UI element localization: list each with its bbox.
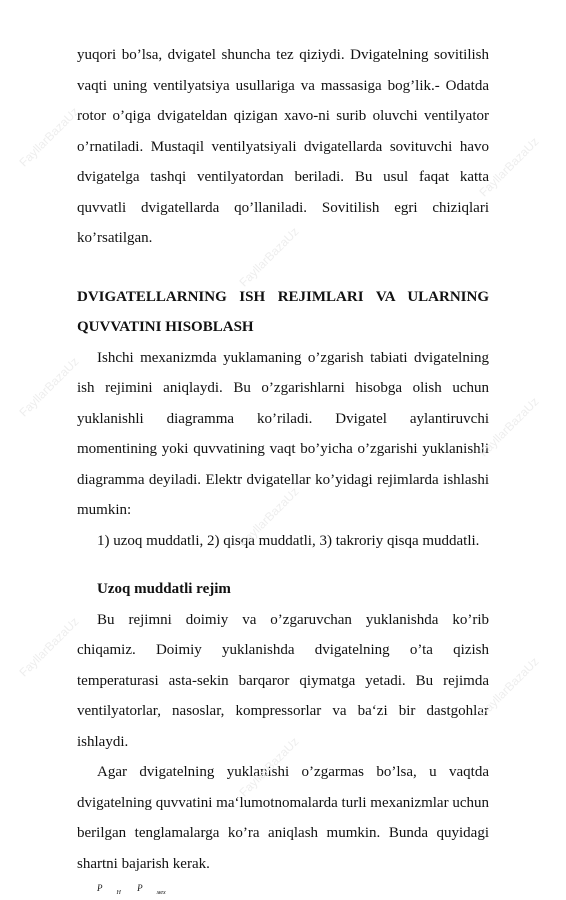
formula-rated-power: P $_H$ [97, 883, 121, 896]
paragraph-work-modes: Ishchi mexanizmda yuklamaning o’zgarish tabiati dvigatelning ish rejimini aniqlaydi. Bu o’zgarishlarni hisobga olish uchun yuklanishli diagramma ko’riladi. Dvigatel aylantiruvchi momentining yoki quvvatining vaqt bo’yicha o’zgarishi yuklanishli diagramma deyiladi. Elektr dvigatellar ko’yidagi rejimlarda ishlashi mumkin: [77, 349, 489, 518]
spacer [77, 556, 489, 574]
watermark-text: FayllarBazaUz [476, 654, 542, 720]
watermark-text: FayllarBazaUz [236, 484, 302, 550]
watermark-text: FayllarBazaUz [476, 134, 542, 200]
formula-condition [77, 881, 489, 900]
spacer [77, 254, 489, 282]
section-heading-line1: DVIGATELLARNING ISH REJIMLARI VA ULARNING [77, 288, 489, 305]
watermark-text: FayllarBazaUz [16, 104, 82, 170]
watermark-text: FayllarBazaUz [16, 354, 82, 420]
paragraph-power-calc: Agar dvigatelning yuklanishi o’zgarmas bo’lsa, u vaqtda dvigatelning quvvatini ma‘lumotnomalarda turli mexanizmlar uchun berilgan tenglamalarga ko’ra aniqlash mumkin. Bunda quyidagi shartni bajarish kerak. [77, 764, 489, 872]
formula-mech-power: P $_{мех}$ [137, 883, 166, 896]
paragraph-cooling: yuqori bo’lsa, dvigatel shuncha tez qiziydi. Dvigatelning sovitilish vaqti uning ventilyatsiya usullariga va massasiga bog’lik.- Odatda rotor o’qiga dvigateldan qizigan xavo-ni surib oluvchi ventilyator o’rnatiladi. Mustaqil ventilyatsiyali dvigatellarda sovituvchi havo dvigatelga tashqi ventilyatordan beriladi. Bu usul faqat katta quvvatli dvigatellarda qo’llaniladi. Sovitilish egri chiziqlari ko’rsatilgan. [77, 47, 489, 246]
watermark-text: FayllarBazaUz [236, 224, 302, 290]
watermark-text: FayllarBazaUz [236, 734, 302, 800]
paragraph-long-term: Bu rejimni doimiy va o’zgaruvchan yuklanishda ko’rib chiqamiz. Doimiy yuklanishda dvigatelning o’ta qizish temperaturasi asta-sekin barqaror qiymatga yetadi. Bu rejimda ventilyatorlar, nasoslar, kompressorlar va ba‘zi bir dastgohlar ishlaydi. [77, 611, 489, 750]
subsection-heading: Uzoq muddatli rejim [97, 581, 231, 597]
section-heading-line2: QUVVATINI HISOBLASH [77, 319, 254, 335]
watermark-text: FayllarBazaUz [16, 614, 82, 680]
watermark-text: FayllarBazaUz [476, 394, 542, 460]
paragraph-mode-list: 1) uzoq muddatli, 2) qisqa muddatli, 3) takroriy qisqa muddatli. [97, 532, 480, 549]
document-page [77, 40, 489, 900]
